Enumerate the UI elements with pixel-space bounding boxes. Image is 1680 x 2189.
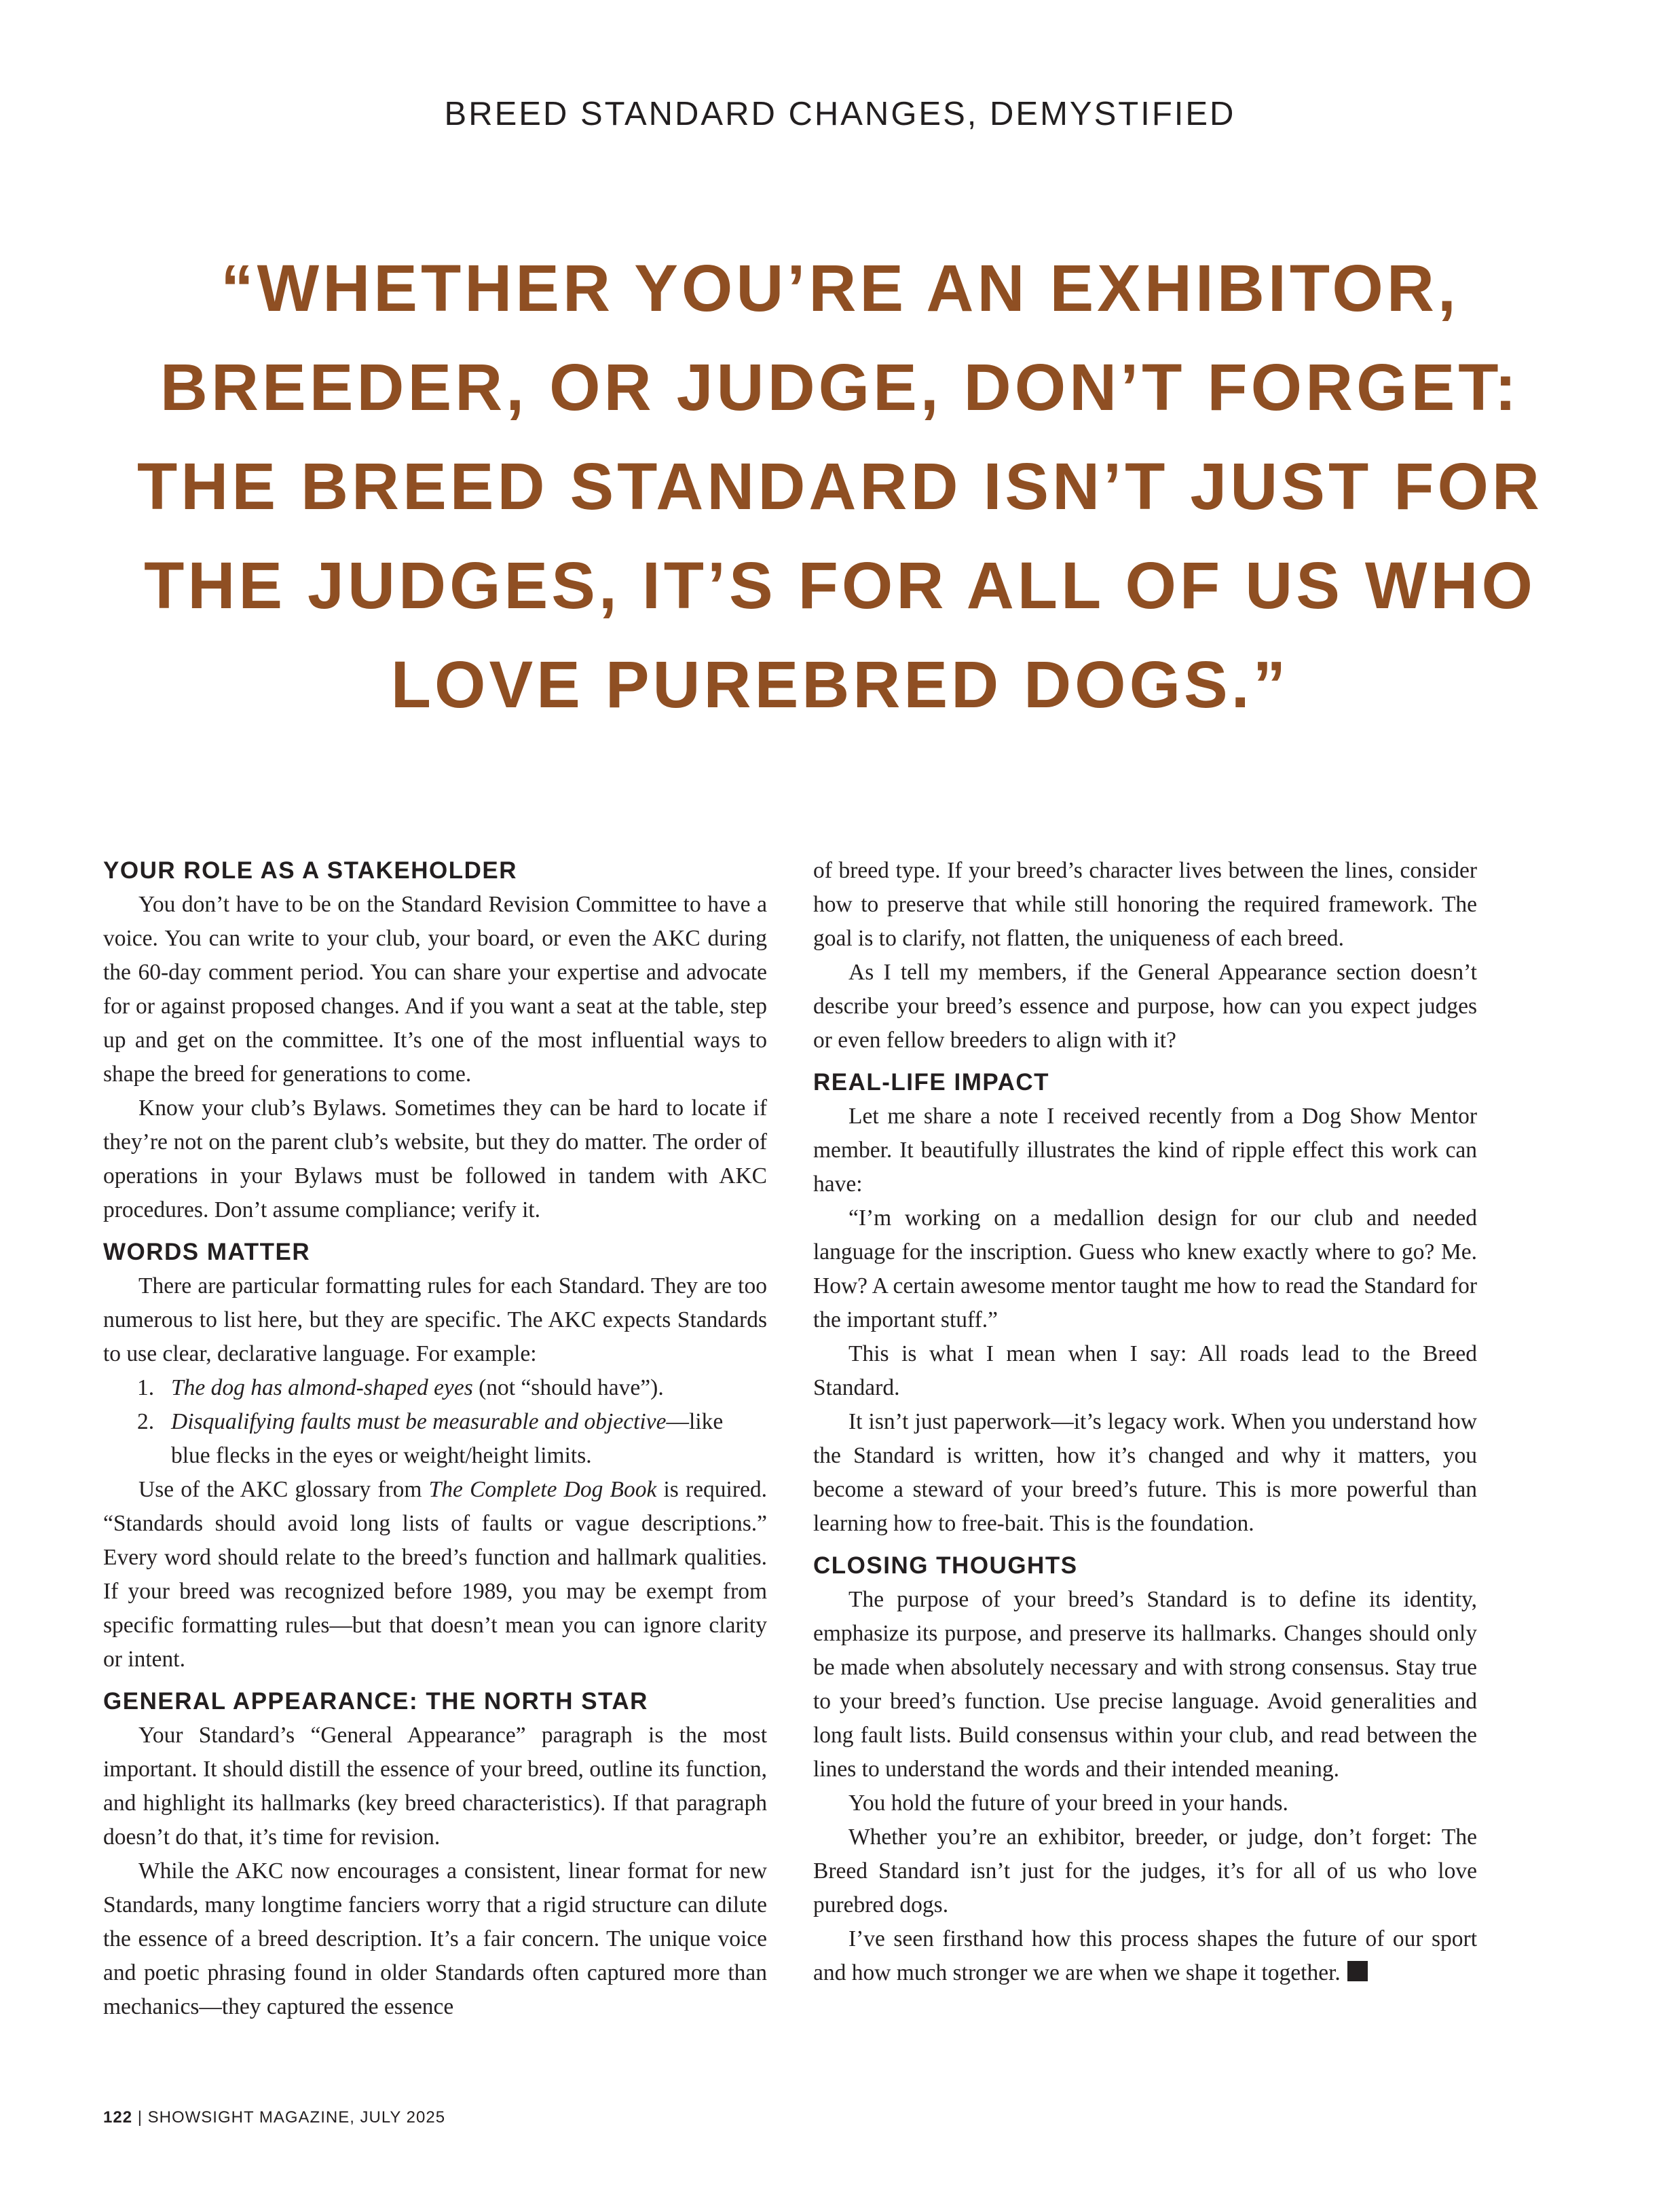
- paragraph: There are particular formatting rules for each Standard. They are too numerous to list here, but they are specific. The AKC expects Standards to use clear, declarative language. For example:: [103, 1273, 767, 1366]
- pull-quote-line: THE JUDGES, IT’S FOR ALL OF US WHO: [144, 548, 1536, 622]
- article-column-left: [103, 854, 767, 2024]
- list-item: [103, 1405, 767, 1473]
- publication-info: SHOWSIGHT MAGAZINE, JULY 2025: [147, 2108, 446, 2127]
- list-number: 2.: [137, 1409, 155, 1434]
- page-footer: [103, 2108, 445, 2127]
- paragraph: Your Standard’s “General Appearance” paragraph is the most important. It should distill the essence of your breed, outline its function, and highlight its hallmarks (key breed characteristics). If that paragraph doesn’t do that, it’s time for revision.: [103, 1723, 767, 1850]
- paragraph: You don’t have to be on the Standard Revision Committee to have a voice. You can write to your club, your board, or even the AKC during the 60-day comment period. You can share your expertise and advocate for or against proposed changes. And if you want a seat at the table, step up and get on the committee. It’s one of the most influential ways to shape the breed for generations to come.: [103, 892, 767, 1087]
- section-heading-closing-thoughts: CLOSING THOUGHTS: [813, 1552, 1078, 1579]
- pull-quote-line: LOVE PUREBRED DOGS.”: [390, 648, 1290, 722]
- end-of-article-square-icon: [1347, 1961, 1368, 1981]
- footer-separator: |: [132, 2108, 148, 2127]
- list-emphasis: The dog has almond-shaped eyes: [171, 1375, 473, 1400]
- paragraph: [103, 1473, 767, 1677]
- list-emphasis: Disqualifying faults must be measurable and objective: [171, 1409, 667, 1434]
- running-header: BREED STANDARD CHANGES, DEMYSTIFIED: [444, 96, 1236, 132]
- paragraph: Know your club’s Bylaws. Sometimes they can be hard to locate if they’re not on the parent club’s website, but they do matter. The order of operations in your Bylaws must be followed in tandem with AKC procedures. Don’t assume compliance; verify it.: [103, 1096, 767, 1222]
- list-text: —like blue flecks in the eyes or weight/height limits.: [171, 1409, 724, 1468]
- paragraph: Whether you’re an exhibitor, breeder, or judge, don’t forget: The Breed Standard isn’t just for the judges, it’s for all of us who love purebred dogs.: [813, 1825, 1477, 1917]
- pull-quote-line: “WHETHER YOU’RE AN EXHIBITOR,: [221, 251, 1459, 325]
- section-heading-general-appearance: GENERAL APPEARANCE: THE NORTH STAR: [103, 1688, 648, 1715]
- paragraph-text: is required. “Standards should avoid long lists of faults or vague descriptions.” Every word should relate to the breed’s function and hallmark qualities. If your breed was recognized before 1989, you may be exempt from specific formatting rules—but that doesn’t mean you can ignore clarity or intent.: [103, 1477, 768, 1672]
- list-number: 1.: [137, 1375, 155, 1400]
- book-title: The Complete Dog Book: [428, 1477, 657, 1502]
- paragraph: This is what I mean when I say: All roads lead to the Breed Standard.: [813, 1341, 1477, 1400]
- article-column-right: [813, 854, 1477, 1990]
- list-text: (not “should have”).: [472, 1375, 664, 1400]
- section-heading-stakeholder: YOUR ROLE AS A STAKEHOLDER: [103, 857, 518, 884]
- page-number: 122: [103, 2108, 133, 2127]
- paragraph: It isn’t just paperwork—it’s legacy work. When you understand how the Standard is written, how it’s changed and why it matters, you become a steward of your breed’s future. This is more powerful than learning how to free-bait. This is the foundation.: [813, 1409, 1477, 1536]
- paragraph: Let me share a note I received recently from a Dog Show Mentor member. It beautifully illustrates the kind of ripple effect this work can have:: [813, 1104, 1477, 1197]
- paragraph: The purpose of your breed’s Standard is to define its identity, emphasize its purpose, and preserve its hallmarks. Changes should only be made when absolutely necessary and with strong consensus. Stay true to your breed’s function. Use precise language. Avoid generalities and long fault lists. Build consensus within your club, and read between the lines to understand the words and their intended meaning.: [813, 1587, 1477, 1782]
- section-heading-words-matter: WORDS MATTER: [103, 1239, 311, 1265]
- paragraph: You hold the future of your breed in your hands.: [848, 1791, 1288, 1816]
- pull-quote-line: THE BREED STANDARD ISN’T JUST FOR: [137, 449, 1543, 523]
- list-item: [103, 1371, 767, 1405]
- paragraph-text: Use of the AKC glossary from: [138, 1477, 429, 1502]
- paragraph-text: I’ve seen firsthand how this process shapes the future of our sport and how much stronger we are when we shape it together.: [813, 1926, 1477, 1985]
- paragraph: As I tell my members, if the General Appearance section doesn’t describe your breed’s essence and purpose, how can you expect judges or even fellow breeders to align with it?: [813, 960, 1477, 1053]
- paragraph: [813, 1922, 1477, 1990]
- paragraph: While the AKC now encourages a consistent, linear format for new Standards, many longtime fanciers worry that a rigid structure can dilute the essence of a breed description. It’s a fair concern. The unique voice and poetic phrasing found in older Standards often captured more than mechanics—they captured the essence: [103, 1858, 767, 2019]
- paragraph-continued: of breed type. If your breed’s character lives between the lines, consider how to preserve that while still honoring the required framework. The goal is to clarify, not flatten, the uniqueness of each breed.: [813, 858, 1477, 951]
- pull-quote: [115, 239, 1565, 734]
- pull-quote-line: BREEDER, OR JUDGE, DON’T FORGET:: [160, 350, 1520, 424]
- example-list: [103, 1371, 767, 1473]
- paragraph: “I’m working on a medallion design for our club and needed language for the inscription. Guess who knew exactly where to go? Me. How? A certain awesome mentor taught me how to read the Standard for the important stuff.”: [813, 1205, 1477, 1332]
- section-heading-real-life-impact: REAL-LIFE IMPACT: [813, 1069, 1050, 1096]
